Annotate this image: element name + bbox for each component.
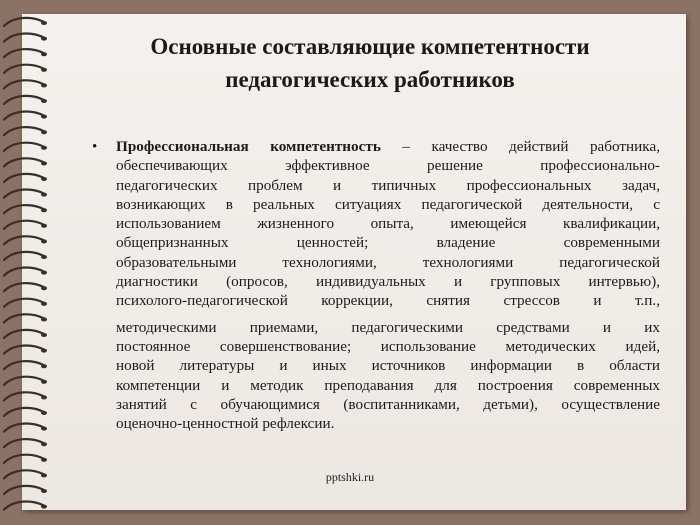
body-line: обеспечивающих эффективное решение профессионально- xyxy=(116,157,660,175)
spiral-binding-icon xyxy=(0,12,48,512)
spiral-ring xyxy=(4,158,47,166)
spiral-ring xyxy=(4,424,47,432)
body-line: новой литературы и иных источников информации в области xyxy=(116,357,660,375)
spiral-ring xyxy=(4,502,47,510)
spiral-ring xyxy=(4,346,47,354)
bullet-icon: • xyxy=(92,139,98,155)
body-line: психолого-педагогической коррекции, снятия стрессов и т.п., xyxy=(116,292,660,310)
line-gap xyxy=(116,311,660,318)
spiral-ring xyxy=(4,455,47,463)
body-line: возникающих в реальных ситуациях педагогической деятельности, с xyxy=(116,195,660,213)
spiral-ring xyxy=(4,65,47,73)
spiral-ring xyxy=(4,190,47,198)
spiral-ring xyxy=(4,143,47,151)
spiral-ring xyxy=(4,174,47,182)
spiral-ring xyxy=(4,96,47,104)
title-line-1: Основные составляющие компетентности xyxy=(150,34,590,59)
spiral-ring xyxy=(4,314,47,322)
body-line: занятий с обучающимися (воспитанниками, детьми), осуществление xyxy=(116,395,660,413)
spiral-ring xyxy=(4,80,47,88)
body-line-first xyxy=(116,137,660,156)
body-line: диагностики (опросов, индивидуальных и групповых интервью), xyxy=(116,273,660,291)
title-line-2: педагогических работников xyxy=(225,67,515,92)
spiral-ring xyxy=(4,49,47,57)
spiral-ring xyxy=(4,236,47,244)
spiral-ring xyxy=(4,330,47,338)
spiral-ring xyxy=(4,221,47,229)
spiral-ring xyxy=(4,486,47,494)
spiral-ring xyxy=(4,205,47,213)
body-line: методическими приемами, педагогическими средствами и их xyxy=(116,318,660,336)
body-line: использованием жизненного опыта, имеющейся квалификации, xyxy=(116,215,660,233)
spiral-ring xyxy=(4,299,47,307)
spiral-ring xyxy=(4,392,47,400)
spiral-ring xyxy=(4,408,47,416)
spiral-ring xyxy=(4,112,47,120)
spiral-ring xyxy=(4,439,47,447)
spiral-ring xyxy=(4,268,47,276)
spiral-ring xyxy=(4,361,47,369)
spiral-ring xyxy=(4,127,47,135)
footer-watermark: pptshki.ru xyxy=(325,470,375,484)
body-line: образовательными технологиями, технологиями педагогической xyxy=(116,253,660,271)
slide-title xyxy=(60,30,680,96)
spiral-ring xyxy=(4,283,47,291)
body-paragraph xyxy=(116,137,660,433)
body-line: общепризнанных ценностей; владение современными xyxy=(116,234,660,252)
body-line-last: оценочно-ценностной рефлексии. xyxy=(116,415,335,433)
spiral-ring xyxy=(4,377,47,385)
term-bold: Профессиональная компетентность xyxy=(116,138,381,155)
body-line: компетенции и методик преподавания для построения современных xyxy=(116,376,660,394)
body-line: педагогических проблем и типичных профессиональных задач, xyxy=(116,176,660,194)
spiral-ring xyxy=(4,252,47,260)
spiral-ring xyxy=(4,34,47,42)
spiral-ring xyxy=(4,18,47,26)
body-line: постоянное совершенствование; использование методических идей, xyxy=(116,337,660,355)
first-line-rest: – качество действий работника, xyxy=(380,138,660,155)
